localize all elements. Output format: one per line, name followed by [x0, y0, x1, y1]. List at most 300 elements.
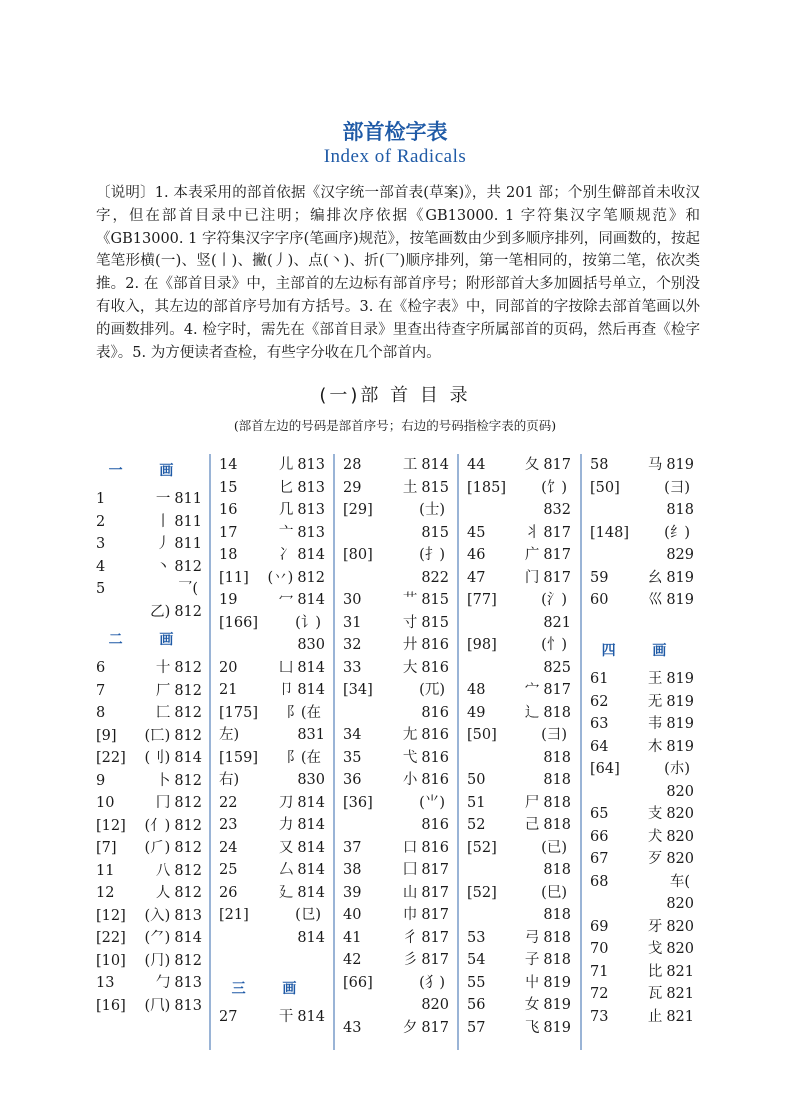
radical-number: [22] — [96, 930, 126, 946]
radical-number: 20 — [219, 659, 238, 676]
radical-entry — [96, 792, 202, 815]
radical-entry — [467, 612, 571, 635]
radical-number: 44 — [467, 457, 486, 473]
radical-page: 812 — [174, 660, 202, 676]
radical-number: 16 — [219, 502, 238, 518]
radical-entry — [219, 837, 325, 860]
radical-entry — [96, 511, 202, 534]
radical-page: 813 — [297, 502, 325, 518]
radical-entry — [219, 724, 325, 747]
radical-entry — [96, 533, 202, 556]
radical-number: 62 — [590, 693, 609, 710]
radical-entry — [219, 544, 325, 567]
radical-number: [98] — [467, 637, 497, 653]
radical-glyph: 一 — [155, 491, 171, 507]
radical-number: 60 — [590, 592, 609, 608]
radical-glyph — [343, 567, 421, 590]
radical-number: 30 — [343, 592, 362, 608]
radical-entry — [343, 949, 449, 972]
radical-glyph: 屮 — [524, 974, 540, 991]
radical-number: 26 — [219, 884, 238, 901]
radical-glyph — [467, 747, 543, 770]
radical-page: 812 — [174, 952, 202, 969]
radical-glyph: 子 — [524, 952, 540, 968]
radical-number: 32 — [343, 637, 362, 653]
radical-page: 813 — [297, 524, 325, 541]
radical-number: [22] — [96, 750, 126, 766]
radical-glyph: 女 — [524, 997, 540, 1013]
radical-entry — [96, 837, 202, 860]
radical-number: 18 — [219, 547, 238, 563]
radical-glyph: 廴 — [278, 884, 294, 901]
radical-glyph: 卜 — [155, 772, 171, 789]
radical-page: 818 — [543, 772, 571, 788]
radical-entry — [219, 477, 325, 500]
radical-glyph: 廾 — [402, 637, 418, 653]
radical-number: 21 — [219, 682, 238, 698]
radical-glyph: (⺆) — [144, 952, 171, 969]
radical-entry — [219, 657, 325, 680]
radical-glyph: 寸 — [402, 614, 418, 631]
radical-entry — [96, 702, 202, 725]
radical-page: 814 — [174, 750, 202, 766]
radical-page: 821 — [666, 1008, 694, 1025]
radical-number: 2 — [96, 513, 106, 530]
radical-glyph: 车( — [669, 873, 690, 890]
radical-number: 54 — [467, 952, 486, 968]
radical-glyph: 飞 — [524, 1019, 540, 1036]
radical-entry — [219, 612, 325, 635]
radical-page: 817 — [543, 524, 571, 541]
radical-entry — [467, 724, 571, 747]
radical-page: 815 — [421, 479, 449, 496]
radical-glyph: 工 — [402, 457, 418, 473]
radical-column-5 — [590, 454, 694, 1084]
radical-glyph: 刀 — [278, 794, 294, 811]
radical-page: 825 — [543, 659, 571, 676]
radical-glyph: 支 — [647, 806, 663, 822]
radical-page: 818 — [543, 907, 571, 923]
radical-entry — [96, 657, 202, 680]
radical-page: 819 — [543, 997, 571, 1013]
radical-entry — [96, 770, 202, 793]
radical-number: 69 — [590, 918, 609, 935]
radical-page: 817 — [421, 884, 449, 901]
radical-entry — [219, 567, 325, 590]
radical-number: 19 — [219, 592, 238, 608]
radical-page: 813 — [174, 975, 202, 991]
radical-entry — [96, 747, 202, 770]
radical-glyph — [467, 904, 543, 927]
radical-number: 48 — [467, 682, 486, 698]
radical-page: 817 — [543, 547, 571, 563]
radical-number: 15 — [219, 479, 238, 496]
radical-glyph: 歹 — [647, 851, 663, 867]
radical-page: 812 — [174, 795, 202, 811]
radical-page: 815 — [421, 614, 449, 631]
radical-number: [175] — [219, 704, 258, 721]
radical-entry — [343, 792, 449, 815]
radical-glyph: (⺇) — [144, 997, 171, 1014]
radical-number: 4 — [96, 558, 106, 575]
radical-number: 33 — [343, 659, 362, 676]
radical-number: 9 — [96, 772, 106, 789]
radical-number: 27 — [219, 1008, 238, 1025]
radical-entry — [343, 589, 449, 612]
radical-number: 3 — [96, 536, 106, 552]
radical-entry — [96, 860, 202, 883]
radical-entry — [219, 747, 325, 770]
radical-glyph: (⺕) — [664, 479, 690, 496]
radical-entry — [343, 454, 449, 477]
radical-page: 814 — [174, 930, 202, 946]
radical-number: [77] — [467, 592, 497, 608]
radical-number: [16] — [96, 997, 126, 1014]
radical-glyph — [467, 499, 543, 522]
radical-number: [11] — [219, 569, 249, 586]
radical-glyph — [239, 724, 297, 747]
radical-number: [166] — [219, 614, 258, 631]
radical-entry — [96, 601, 202, 624]
radical-number: 50 — [467, 772, 486, 788]
radical-glyph: 匕 — [278, 479, 294, 496]
radical-page: 818 — [543, 794, 571, 811]
radical-glyph: 丨 — [155, 513, 171, 530]
radical-page: 817 — [421, 907, 449, 923]
radical-number: [64] — [590, 761, 620, 777]
radical-page: 814 — [297, 884, 325, 901]
radical-entry — [590, 893, 694, 916]
radical-number: 73 — [590, 1008, 609, 1025]
radical-glyph: (㔾) — [295, 907, 321, 923]
radical-page: 830 — [297, 637, 325, 653]
radical-page: 819 — [666, 592, 694, 608]
radical-glyph: 夕 — [402, 1019, 418, 1036]
radical-entry — [343, 477, 449, 500]
radical-column-4 — [467, 454, 571, 1084]
radical-entry — [219, 927, 325, 950]
radical-glyph: 丿 — [155, 536, 171, 552]
radical-glyph — [590, 499, 666, 522]
radical-glyph: 巾 — [402, 907, 418, 923]
radical-glyph: 韦 — [647, 716, 663, 732]
radical-page: 813 — [174, 997, 202, 1014]
radical-glyph: 卩 — [278, 682, 294, 698]
radical-entry — [590, 1006, 694, 1029]
radical-glyph: 勹 — [155, 975, 171, 991]
radical-entry — [467, 1017, 571, 1040]
radical-page: 818 — [543, 817, 571, 833]
radical-glyph — [467, 657, 543, 680]
radical-glyph: 山 — [402, 884, 418, 901]
radical-page: 812 — [174, 772, 202, 789]
radical-number: 58 — [590, 457, 609, 473]
radical-glyph: 阝(在 — [286, 704, 321, 721]
radical-glyph: 止 — [647, 1008, 663, 1025]
radical-glyph: 囗 — [402, 862, 418, 878]
radical-number: 28 — [343, 457, 362, 473]
radical-page: 831 — [297, 727, 325, 743]
radical-page: 816 — [421, 727, 449, 743]
radical-page: 819 — [666, 457, 694, 473]
radical-entry — [343, 679, 449, 702]
radical-entry — [467, 747, 571, 770]
radical-entry — [467, 904, 571, 927]
radical-entry — [343, 747, 449, 770]
radical-entry — [467, 792, 571, 815]
radical-glyph: 夂 — [524, 457, 540, 473]
radical-number: 45 — [467, 524, 486, 541]
radical-number: [36] — [343, 794, 373, 811]
radical-page: 818 — [543, 704, 571, 721]
radical-page: 817 — [421, 862, 449, 878]
radical-number: 61 — [590, 671, 609, 687]
radical-number: 14 — [219, 457, 238, 473]
radical-entry — [343, 634, 449, 657]
radical-column-1 — [96, 454, 202, 1084]
radical-entry — [343, 657, 449, 680]
radical-page: 816 — [421, 749, 449, 766]
radical-glyph: 厂 — [155, 682, 171, 699]
intro-paragraph: 〔说明〕1. 本表采用的部首依据《汉字统一部首表(草案)》，共 201 部；个别生僻部首未收汉字，但在部首目录中已注明；编排次序依据《GB13000. 1 字符集汉字笔顺规范》和《GB13000. 1 字符集汉字字序(笔画序)规范》，按笔画数由少到多顺序排列，同画数的，按起笔笔形横(一)、竖(丨)、撇(丿)、点(丶)、折(乛)顺序排列，第一笔相同的，按第二笔，依次类推。2. 在《部首目录》中，主部首的左边标有部首序号；附形部首大多加圆括号单立，个别没有收入，其左边的部首序号加有方括号。3. 在《检字表》中，同部首的字按除去部首笔画以外的画数排列。4. 检字时，需先在《部首目录》里查出待查字所属部首的页码，然后再查《检字表》。5. 为方便读者查检，有些字分收在几个部首内。 — [96, 185, 700, 361]
radical-number: 6 — [96, 660, 106, 676]
radical-entry — [96, 556, 202, 579]
radical-entry — [590, 983, 694, 1006]
radical-entry — [467, 882, 571, 905]
radical-glyph: 又 — [278, 839, 294, 856]
radical-entry — [96, 972, 202, 995]
radical-glyph: 大 — [402, 659, 418, 676]
radical-glyph: (饣) — [541, 479, 567, 496]
radical-glyph: 彡 — [402, 952, 418, 968]
radical-entry — [96, 882, 202, 905]
radical-page: 814 — [297, 592, 325, 608]
radical-number: 53 — [467, 929, 486, 946]
radical-glyph: 儿 — [278, 457, 294, 473]
radical-entry — [590, 916, 694, 939]
column-divider — [333, 454, 335, 1050]
radical-page: 817 — [543, 682, 571, 698]
stroke-count-heading: 四 画 — [601, 643, 683, 659]
radical-entry — [467, 477, 571, 500]
radical-glyph: 木 — [647, 738, 663, 755]
radical-number: [50] — [467, 727, 497, 743]
radical-entry — [343, 769, 449, 792]
radical-page: 832 — [543, 502, 571, 518]
radical-entry — [96, 725, 202, 748]
radical-glyph: 凵 — [278, 659, 294, 676]
radical-entry — [343, 882, 449, 905]
radical-number: 37 — [343, 839, 362, 856]
radical-glyph: (朩) — [664, 761, 690, 777]
radical-column-2 — [219, 454, 325, 1084]
radical-glyph: 戈 — [647, 941, 663, 957]
radical-page: 813 — [297, 479, 325, 496]
radical-glyph: 阝(在 — [286, 749, 321, 766]
radical-entry — [467, 634, 571, 657]
radical-entry — [467, 859, 571, 882]
radical-number: 63 — [590, 716, 609, 732]
radical-number: 左) — [219, 727, 240, 743]
radical-entry — [96, 927, 202, 950]
radical-page: 813 — [174, 907, 202, 924]
radical-entry — [219, 589, 325, 612]
radical-page: 819 — [666, 671, 694, 687]
radical-glyph: 辶 — [524, 704, 540, 721]
radical-page: 811 — [174, 536, 202, 552]
radical-page: 812 — [297, 569, 325, 586]
radical-page: 830 — [297, 772, 325, 788]
radical-number: 41 — [343, 929, 362, 946]
radical-entry — [343, 612, 449, 635]
radical-page: 819 — [666, 716, 694, 732]
radical-entry — [590, 454, 694, 477]
radical-number: 65 — [590, 806, 609, 822]
radical-entry — [467, 522, 571, 545]
radical-number: 59 — [590, 569, 609, 586]
radical-page: 818 — [666, 502, 694, 518]
radical-glyph: (忄) — [541, 637, 567, 653]
radical-glyph: (兀) — [419, 682, 445, 698]
radical-number: [9] — [96, 727, 117, 744]
radical-entry — [343, 814, 449, 837]
radical-page: 814 — [297, 547, 325, 563]
radical-entry — [590, 668, 694, 691]
radical-glyph: 无 — [647, 693, 663, 710]
radical-number: [66] — [343, 974, 373, 991]
radical-entry — [467, 567, 571, 590]
radical-page: 812 — [174, 558, 202, 575]
radical-glyph: (彐) — [541, 727, 567, 743]
radical-number: 11 — [96, 862, 115, 879]
radical-glyph — [219, 927, 297, 950]
radical-number: 68 — [590, 873, 609, 890]
radical-glyph: 匚 — [155, 705, 171, 721]
radical-number: 42 — [343, 952, 362, 968]
radical-number: 51 — [467, 794, 486, 811]
radical-number: [185] — [467, 479, 506, 496]
radical-entry — [343, 724, 449, 747]
radical-entry — [467, 454, 571, 477]
section-note: (部首左边的号码是部首序号；右边的号码指检字表的页码) — [233, 418, 557, 433]
radical-page: 812 — [174, 817, 202, 834]
radical-glyph: (犭) — [419, 974, 445, 991]
radical-entry — [467, 544, 571, 567]
radical-glyph — [590, 544, 666, 567]
radical-entry — [343, 927, 449, 950]
radical-entry — [219, 792, 325, 815]
radical-page: 819 — [543, 1019, 571, 1036]
radical-glyph: 艹 — [402, 592, 418, 608]
radical-glyph: 十 — [155, 660, 171, 676]
radical-page: 814 — [297, 682, 325, 698]
radical-entry — [590, 961, 694, 984]
radical-number: 25 — [219, 862, 238, 878]
stroke-count-heading: 二 画 — [108, 632, 190, 648]
radical-glyph: (⺌) — [419, 794, 445, 811]
radical-number: 66 — [590, 828, 609, 845]
radical-entry — [96, 680, 202, 703]
radical-glyph: 巛 — [647, 592, 663, 608]
radical-glyph — [590, 781, 666, 804]
radical-entry — [219, 522, 325, 545]
stroke-count-heading: 三 画 — [231, 980, 313, 997]
radical-page: 817 — [543, 457, 571, 473]
radical-glyph: (⺈) — [144, 930, 171, 946]
radical-glyph: 弓 — [524, 929, 540, 946]
radical-glyph: 几 — [278, 502, 294, 518]
radical-number: [10] — [96, 952, 126, 969]
radical-glyph: 宀 — [524, 682, 540, 698]
radical-glyph: 比 — [647, 963, 663, 980]
radical-number: 56 — [467, 997, 486, 1013]
radical-page: 814 — [297, 862, 325, 878]
radical-page: 821 — [543, 614, 571, 631]
radical-page: 818 — [543, 952, 571, 968]
radical-entry — [467, 837, 571, 860]
radical-page: 812 — [174, 862, 202, 879]
radical-glyph — [239, 769, 297, 792]
page-subtitle: Index of Radicals — [323, 146, 467, 167]
radical-number: 29 — [343, 479, 362, 496]
radical-glyph: (士) — [419, 502, 445, 518]
radical-page: 814 — [297, 839, 325, 856]
radical-glyph: 冫 — [278, 547, 294, 563]
radical-entry — [219, 882, 325, 905]
radical-glyph — [219, 634, 297, 657]
radical-glyph: 人 — [155, 885, 171, 901]
radical-number: [21] — [219, 907, 249, 923]
radical-glyph: (氵) — [541, 592, 567, 608]
radical-glyph — [467, 859, 543, 882]
radical-page: 817 — [421, 1019, 449, 1036]
radical-glyph: 弋 — [402, 749, 418, 766]
radical-page: 819 — [666, 569, 694, 586]
radical-entry — [590, 938, 694, 961]
radical-glyph: 亠 — [278, 524, 294, 541]
radical-number: 47 — [467, 569, 486, 586]
radical-entry — [467, 972, 571, 995]
radical-page: 820 — [666, 918, 694, 935]
radical-page: 820 — [666, 941, 694, 957]
radical-entry — [343, 904, 449, 927]
radical-glyph: 门 — [524, 569, 540, 586]
radical-number: [7] — [96, 840, 117, 856]
radical-glyph: 丬 — [524, 524, 540, 541]
page-title: 部首检字表 — [342, 120, 448, 144]
radical-entry — [219, 859, 325, 882]
radical-number: 46 — [467, 547, 486, 563]
column-divider — [209, 454, 211, 1050]
radical-entry — [590, 826, 694, 849]
radical-number: 40 — [343, 907, 362, 923]
radical-entry — [219, 814, 325, 837]
radical-page: 829 — [666, 547, 694, 563]
radical-number: 23 — [219, 817, 238, 833]
radical-glyph: 幺 — [647, 569, 663, 586]
radical-page: 818 — [543, 929, 571, 946]
radical-page: 812 — [174, 885, 202, 901]
radical-glyph: (入) — [144, 907, 171, 924]
radical-entry — [343, 1017, 449, 1040]
radical-entry — [343, 972, 449, 995]
radical-number: 67 — [590, 851, 609, 867]
radical-page: 816 — [421, 659, 449, 676]
radical-entry — [590, 477, 694, 500]
radical-number: 31 — [343, 614, 362, 631]
radical-entry — [343, 522, 449, 545]
radical-glyph — [590, 893, 666, 916]
